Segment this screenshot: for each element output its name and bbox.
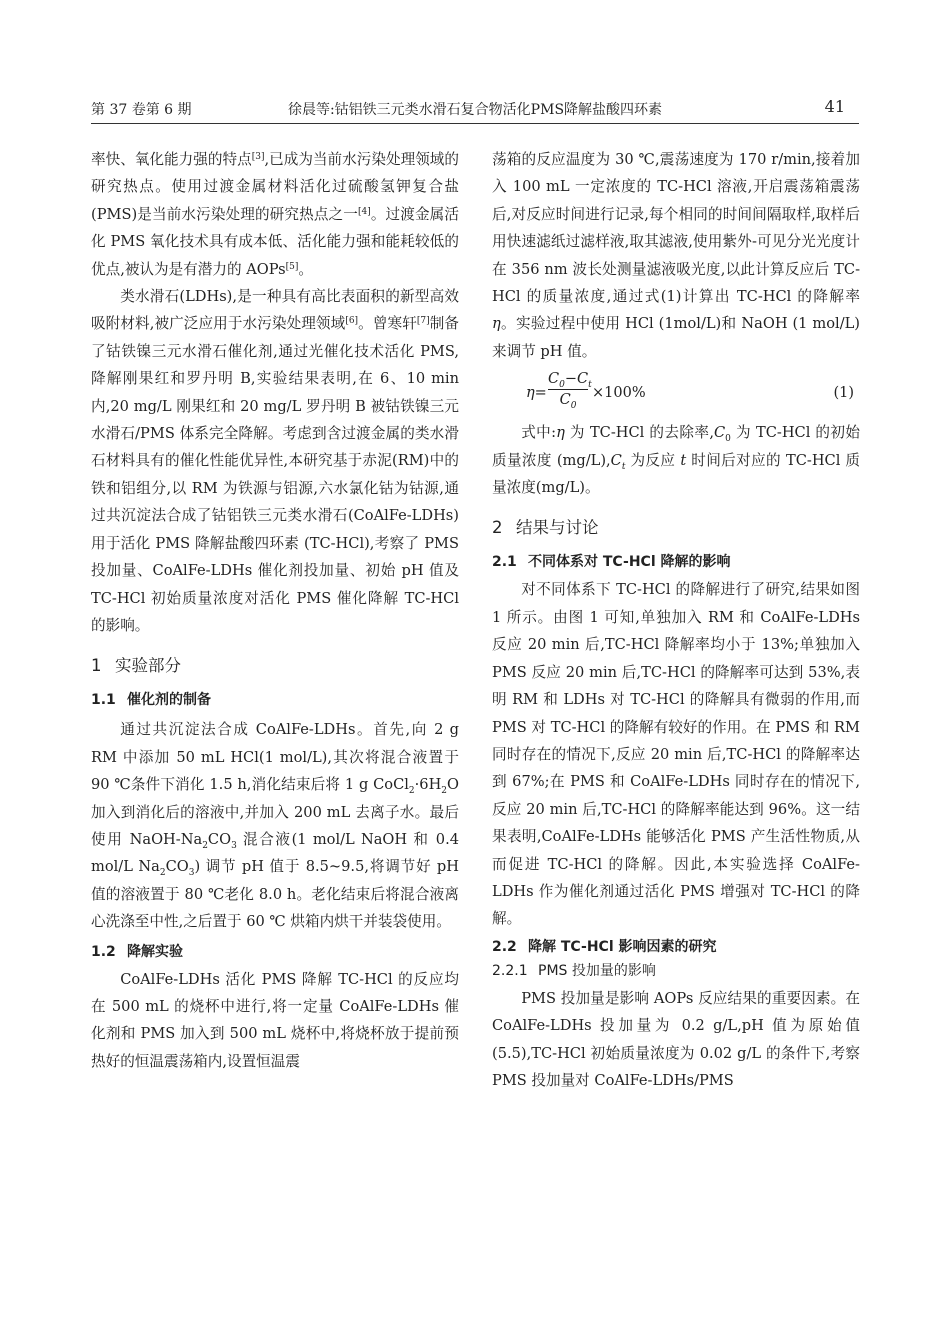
section-heading: 2 结果与讨论 xyxy=(492,518,599,538)
running-header xyxy=(91,97,859,124)
paragraph: PMS 投加量是影响 AOPs 反应结果的重要因素。在 CoAlFe-LDHs 投加量为 0.2 g/L,pH 值为原始值 (5.5),TC-HCl 初始质量浓度为 0.02 g/L 的条件下,考察 PMS 投加量对 CoAlFe-LDHs/PMS xyxy=(492,989,860,1089)
subsection-heading: 1.2 降解实验 xyxy=(91,943,183,960)
paragraph: 荡箱的反应温度为 30 ℃,震荡速度为 170 r/min,接着加入 100 mL 一定浓度的 TC-HCl 溶液,开启震荡箱震荡后,对反应时间进行记录,每个相同的时间间隔取样,取样后用快速滤纸过滤样液,取其滤液,使用紫外-可见分光光度计在 356 nm 波长处测量滤液吸光度,以此计算反应后 TC-HCl 的质量浓度,通过式(1)计算出 TC-HCl 的降解率 η。实验过程中使用 HCl (1mol/L)和 NaOH (1 mol/L)来调节 pH 值。 xyxy=(492,151,860,360)
subsection-heading: 2.2 降解 TC-HCl 影响因素的研究 xyxy=(492,938,717,955)
equation-1: η= $\frac{C_0-C_t}{C_0}$ ×100% (1) xyxy=(526,371,854,412)
running-title: 徐晨等:钴铝铁三元类水滑石复合物活化PMS降解盐酸四环素 xyxy=(287,102,663,118)
subsubsection-heading: 2.2.1 PMS 投加量的影响 xyxy=(492,962,656,979)
journal-volume: 第 37 卷第 6 期 xyxy=(91,102,192,118)
citation: [6] xyxy=(345,316,359,327)
citation: [3] xyxy=(251,152,265,162)
citation: [5] xyxy=(285,261,299,272)
citation: [4] xyxy=(357,206,371,217)
citation: [7] xyxy=(416,316,430,327)
right-column xyxy=(492,146,860,1094)
paragraph: 对不同体系下 TC-HCl 的降解进行了研究,结果如图 1 所示。由图 1 可知,单独加入 RM 和 CoAlFe-LDHs 反应 20 min 后,TC-HCl 降解率均小于 13%;单独加入 PMS 反应 20 min 后,TC-HCl 的降解率可达到 53%,表明 RM 和 LDHs 对 TC-HCl 的降解具有微弱的作用,而 PMS 对 TC-HCl 的降解有较好的作用。在 PMS 和 RM 同时存在的情况下,反应 20 min 后,TC-HCl 的降解率达到 67%;在 PMS 和 CoAlFe-LDHs 同时存在的情况下,反应 20 min 后,TC-HCl 的降解率能达到 96%。这一结果表明,CoAlFe-LDHs 能够活化 PMS 产生活性物质,从而促进 TC-HCl 的降解。因此,本实验选择 CoAlFe-LDHs 作为催化剂通过活化 PMS 增强对 TC-HCl 的降解。 xyxy=(492,581,860,928)
subsection-heading: 2.1 不同体系对 TC-HCl 降解的影响 xyxy=(492,554,731,571)
left-column xyxy=(91,146,459,1075)
equation-number: (1) xyxy=(833,385,854,402)
paragraph: 类水滑石(LDHs),是一种具有高比表面积的新型高效吸附材料,被广泛应用于水污染处理领域[6]。曾寒轩[7]制备了钴铁镍三元水滑石催化剂,通过光催化技术活化 PMS,降解刚果红和罗丹明 B,实验结果表明,在 6、10 min 内,20 mg/L 刚果红和 20 mg/L 罗丹明 B 被钴铁镍三元水滑石/PMS 体系完全降解。考虑到含过渡金属的类水滑石材料具有的催化性能优异性,本研究基于赤泥(RM)中的铁和铝组分,以 RM 为铁源与铝源,六水氯化钴为钴源,通过共沉淀法合成了钴铝铁三元类水滑石(CoAlFe-LDHs)用于活化 PMS 降解盐酸四环素 (TC-HCl),考察了 PMS 投加量、CoAlFe-LDHs 催化剂投加量、初始 pH 值及 TC-HCl 初始质量浓度对活化 PMS 催化降解 TC-HCl 的影响。 xyxy=(91,288,459,634)
page-number: 41 xyxy=(824,97,845,116)
paragraph: CoAlFe-LDHs 活化 PMS 降解 TC-HCl 的反应均在 500 mL 的烧杯中进行,将一定量 CoAlFe-LDHs 催化剂和 PMS 加入到 500 mL 烧杯中,将烧杯放于提前预热好的恒温震荡箱内,设置恒温震 xyxy=(91,970,459,1070)
subsection-heading: 1.1 催化剂的制备 xyxy=(91,692,211,709)
paragraph: 式中:η 为 TC-HCl 的去除率$,C_0$ 为 TC-HCl 的初始质量浓度 $(mg/L),C_t$ 为反应 t 时间后对应的 TC-HCl 质量浓度(mg/L)。 xyxy=(492,424,861,497)
paragraph: 通过共沉淀法合成 CoAlFe-LDHs。首先,向 2 g RM 中添加 50 mL HCl(1 mol/L),其次将混合液置于 90 ℃条件下消化 1.5 h,消化结束后将 1 g $CoCl_2\cdot 6H_2O$ 加入到消化后的溶液中,并加入 200 mL 去离子水。最后使用 NaOH-$Na_2CO_3$ 混合液(1 mol/L NaOH 和 0.4 mol/L $Na_2CO_3$) 调节 pH 值于 8.5~9.5,将调节好 pH 值的溶液置于 80 ℃老化 8.0 h。老化结束后将混合液离心洗涤至中性,之后置于 60 ℃ 烘箱内烘干并装袋使用。 xyxy=(91,721,460,931)
section-heading: 1 实验部分 xyxy=(91,656,181,676)
paragraph: 率快、氧化能力强的特点[3],已成为当前水污染处理领域的研究热点。使用过渡金属材料活化过硫酸氢钾复合盐(PMS)是当前水污染处理的研究热点之一[4]。过渡金属活化 PMS 氧化技术具有成本低、活化能力强和能耗较低的优点,被认为是有潜力的 AOPs[5]。 xyxy=(91,151,459,278)
